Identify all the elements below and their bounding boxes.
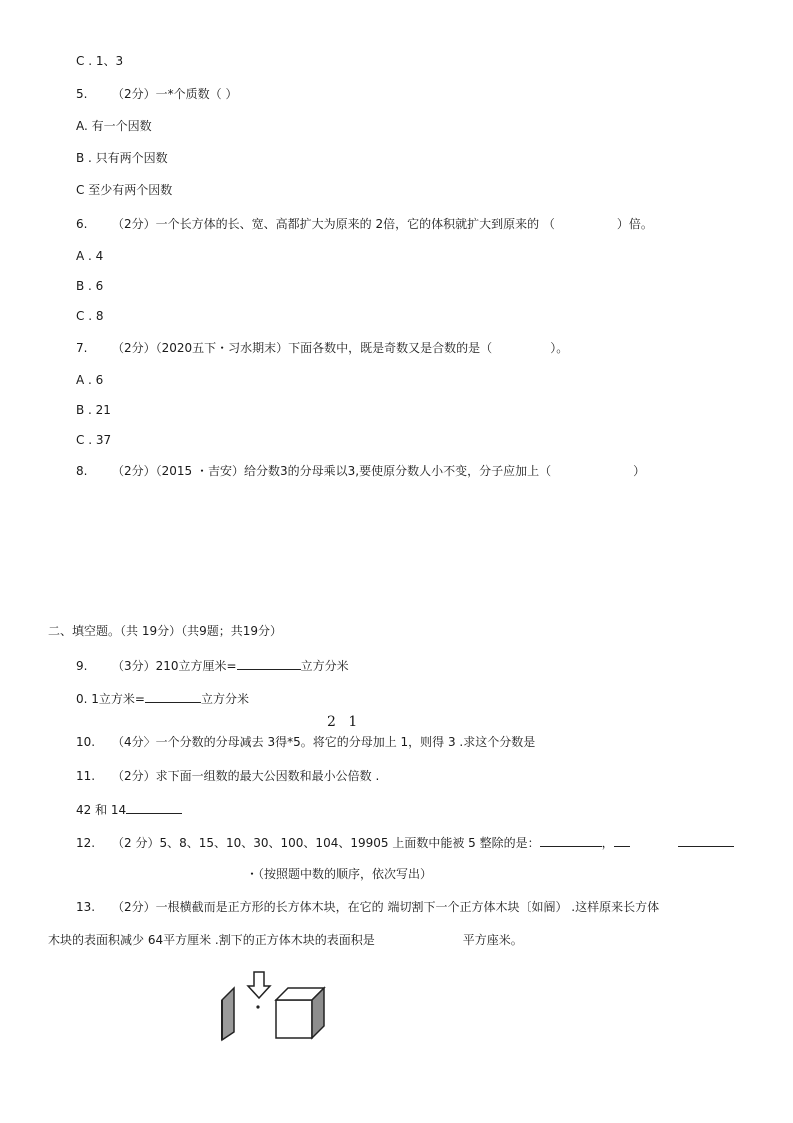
q11-stem: [76, 768, 379, 784]
q7-stem-b: ）。: [550, 341, 569, 355]
q7-option-c: C . 37: [76, 433, 112, 447]
q10-stem-text: （4分〉一个分数的分母减去 3得*5。将它的分母加上 1，则得 3 .求这个分数是: [112, 735, 536, 749]
q8-stem-b: ）: [633, 464, 646, 478]
q6-option-a: A . 4: [76, 249, 104, 263]
q8-stem-a: （2分）（2015 ・吉安）给分数3的分母乘以3,要使原分数人小不变，分子应加上（: [112, 464, 552, 478]
q13-line2-b: 平方座米。: [462, 933, 523, 947]
q9-number: 9.: [76, 659, 88, 673]
q12-stem-text: （2 分）5、8、15、10、30、100、104、19905 上面数中能被 5 整除的是：: [112, 836, 540, 850]
q12-answer-blank-1[interactable]: [540, 834, 602, 847]
q9-answer-blank-1[interactable]: [237, 657, 301, 670]
q13-line2: [48, 932, 523, 948]
q10-stem: [76, 734, 535, 750]
down-arrow-icon: [248, 972, 270, 998]
q10-fraction-numerators: 2 1: [327, 714, 362, 730]
q12-note: ・（按照题中数的顺序，依次写出）: [246, 867, 433, 881]
q13-figure-svg: [220, 970, 330, 1042]
q11-numbers: 42 和 14: [76, 803, 127, 817]
q5-stem-text: （2分）一*个质数（ ）: [112, 87, 238, 101]
q6-stem: [76, 216, 653, 232]
q6-option-c: C . 8: [76, 309, 104, 323]
remaining-block-icon: [222, 988, 234, 1040]
q6-stem-b: ）倍。: [616, 217, 653, 231]
q9-line2-b: 立方分米: [200, 692, 249, 706]
q7-option-b: B . 21: [76, 403, 111, 417]
cube-icon: [276, 988, 324, 1038]
q11-line2: [76, 801, 182, 818]
q13-line1-a: （2分）一根横截而是正方形的长方体木块，在它的 端切割下一个正方体木块〔如阍） .这样原来长方体: [112, 900, 660, 914]
q7-option-a: A . 6: [76, 373, 104, 387]
q9-line1-a: （3分）210立方厘米=: [112, 659, 237, 673]
q12-stem: [76, 834, 734, 851]
q6-option-b: B . 6: [76, 279, 104, 293]
q8-stem: [76, 463, 645, 479]
dot-mark: [256, 1005, 259, 1008]
q9-line2: [76, 690, 249, 707]
q5-option-a: A. 有一个因数: [76, 119, 152, 133]
q12-comma: ，: [601, 836, 614, 850]
q7-number: 7.: [76, 341, 88, 355]
q5-stem: [76, 86, 237, 102]
q6-number: 6.: [76, 217, 88, 231]
q8-number: 8.: [76, 464, 88, 478]
q5-option-c: C 至少有两个因数: [76, 183, 173, 197]
q5-option-b: B . 只有两个因数: [76, 151, 168, 165]
q12-number: 12.: [76, 836, 96, 850]
q9-line1: [76, 657, 349, 674]
q5-number: 5.: [76, 87, 88, 101]
q11-answer-blank[interactable]: [126, 801, 182, 814]
q12-answer-blank-2[interactable]: [614, 834, 630, 847]
q9-line2-a: 0. 1立方米=: [76, 692, 145, 706]
q12-answer-blank-3[interactable]: [678, 834, 734, 847]
q13-figure: [220, 970, 330, 1042]
q10-number: 10.: [76, 735, 96, 749]
q13-number: 13.: [76, 900, 96, 914]
q7-stem: [76, 340, 568, 356]
q11-number: 11.: [76, 769, 96, 783]
q9-answer-blank-2[interactable]: [145, 690, 201, 703]
q7-stem-a: （2分）（2020五下・习水期末）下面各数中，既是奇数又是合数的是（: [112, 341, 493, 355]
q9-line1-b: 立方分米: [300, 659, 349, 673]
q13-line1: [76, 899, 659, 915]
q4-option-c: C . 1、3: [76, 54, 124, 68]
section2-heading: 二、填空题。（共 19分）（共9题；共19分）: [48, 624, 282, 638]
q6-stem-a: （2分）一个长方体的长、宽、高都扩大为原来的 2倍，它的体积就扩大到原来的 （: [112, 217, 555, 231]
q13-line2-a: 木块的表面积减少 64平方厘米 .割下的正方体木块的表面积是: [48, 933, 375, 947]
q11-stem-text: （2分）求下面一组数的最大公因数和最小公倍数 .: [112, 769, 380, 783]
